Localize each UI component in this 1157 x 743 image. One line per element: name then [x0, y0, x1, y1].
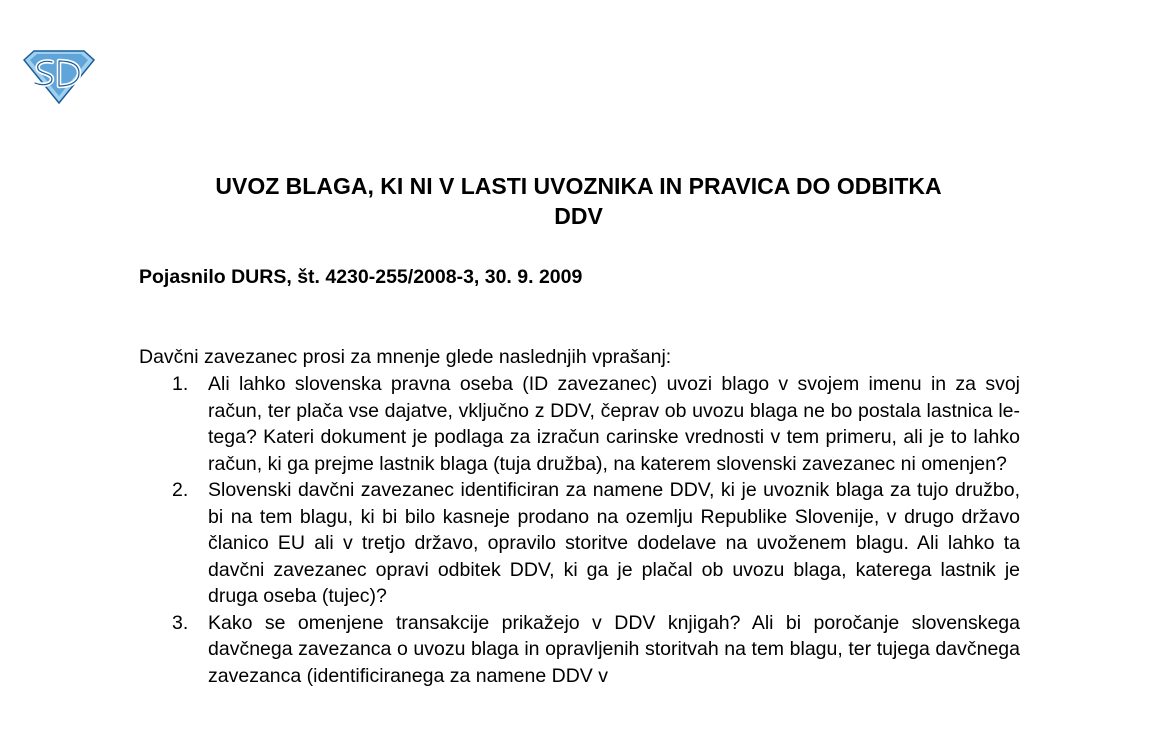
question-text: Slovenski davčni zavezanec identificiran za namene DDV, ki je uvoznik blaga za tujo družbo, bi na tem blagu, ki bi bilo kasneje prodano na ozemlju Republike Slovenije, v drugo državo članico EU ali v tretjo državo, opravilo storitve dodelave na uvoženem blagu. Ali lahko ta davčni zavezanec opravi odbitek DDV, ki ga je plačal ob uvozu blaga, katerega lastnik je druga oseba (tujec)?	[208, 479, 1020, 607]
question-number: 1.	[172, 373, 189, 395]
question-item-2	[139, 477, 1020, 610]
question-text: Kako se omenjene transakcije prikažejo v DDV knjigah? Ali bi poročanje slovenskega davčnega zavezanca o uvozu blaga in opravljenih storitvah na tem blagu, ter tujega davčnega zavezanca (identificiranega za namene DDV v	[208, 611, 1020, 687]
document-title-line1: UVOZ BLAGA, KI NI V LASTI UVOZNIKA IN PRAVICA DO ODBITKA	[215, 173, 942, 199]
intro-text: Davčni zavezanec prosi za mnenje glede naslednjih vprašanj:	[139, 346, 672, 368]
question-text: Ali lahko slovenska pravna oseba (ID zavezanec) uvozi blago v svojem imenu in za svoj račun, ter plača vse dajatve, vključno z DDV, čeprav ob uvozu blaga ne bo postala lastnica le-tega? Kateri dokument je podlaga za izračun carinske vrednosti v tem primeru, ali je to lahko račun, ki ga prejme lastnik blaga (tuja družba), na katerem slovenski zavezanec ni omenjen?	[208, 373, 1020, 475]
sd-logo	[22, 50, 96, 104]
document-subtitle: Pojasnilo DURS, št. 4230-255/2008-3, 30. 9. 2009	[139, 266, 583, 288]
document-title	[120, 171, 1037, 231]
sd-logo-icon	[22, 50, 96, 104]
question-item-1	[139, 371, 1020, 477]
question-number: 3.	[172, 611, 189, 634]
question-number: 2.	[172, 479, 189, 501]
question-list	[139, 371, 1020, 689]
document-title-line2: DDV	[554, 203, 603, 229]
question-item-3	[139, 610, 1020, 690]
